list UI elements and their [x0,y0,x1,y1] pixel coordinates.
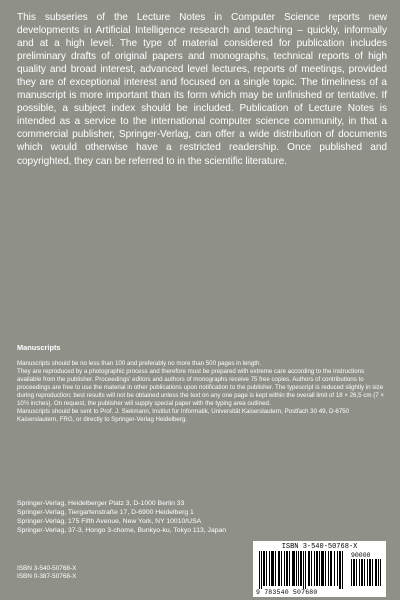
isbn-us: ISBN 0-387-50768-X [17,573,77,581]
address-tokyo: Springer-Verlag, 37-3, Hongo 3-chome, Bunkyo-ku, Tokyo 113, Japan [17,526,227,534]
barcode-panel [253,541,386,597]
barcode-addon-digits: 90000 [351,552,371,559]
manuscripts-submission-paragraph: Manuscripts should be sent to Prof. J. Siekmann, Institut fur Informatik, Universität Kaiserslautern, Postfach 30 49, D-6750 Kaiserslautern, FRG, or directly to Springer-Verlag Heidelberg. [17,408,350,424]
manuscripts-heading: Manuscripts [17,343,61,352]
barcode-main-digits: 9 783540 507680 [256,589,318,596]
manuscripts-reproduction-paragraph: They are reproduced by a photographic process and therefore must be prepared with extreme care according to the instructions available from the publisher. Proceedings' editors and authors of monographs receive 75 free copies. Authors of contributions to proceedings are free to use the material in other publications upon notification to the publisher. The typescript is reduced slightly in size during reproduction; best results will not be obtained unless the text on any one page is kept within the overall limit of 18 × 26,5 cm (7 × 10½ inches). On request, the publisher will supply special paper with the typing area outlined. [17,368,384,408]
manuscripts-length-paragraph: Manuscripts should be no less than 100 and preferably no more than 500 pages in length. [17,360,262,367]
series-description: This subseries of the Lecture Notes in Computer Science reports new developments in Artificial Intelligence research and teaching – quickly, informally and at a high level. The type of material considered for publication includes preliminary drafts of original papers and monographs, technical reports of high quality and broad interest, advanced level lectures, reports of meetings, provided they are of exceptional interest and focused on a single topic. The timeliness of a manuscript is more important than its form which may be unfinished or tentative. If possible, a subject index should be included. Publication of Lecture Notes is intended as a service to the international computer science community, in that a commercial publisher, Springer-Verlag, can offer a wide distribution of documents which would otherwise have a restricted readership. Once published and copyrighted, they can be referred to in the scientific literature. [17,12,387,167]
barcode-isbn-label: ISBN 3-540-50768-X [281,543,358,551]
publisher-addresses [17,500,297,536]
manuscripts-section [17,343,389,424]
isbn-german: ISBN 3-540-50768-X [17,565,77,572]
address-new-york: Springer-Verlag, 175 Fifth Avenue, New York, NY 10010/USA [17,517,202,525]
address-heidelberg: Springer-Verlag, Tiergartenstraße 17, D-6900 Heidelberg 1 [17,508,194,516]
isbn-list [17,565,76,581]
address-berlin: Springer-Verlag, Heidelberger Platz 3, D-1000 Berlin 33 [17,500,185,507]
